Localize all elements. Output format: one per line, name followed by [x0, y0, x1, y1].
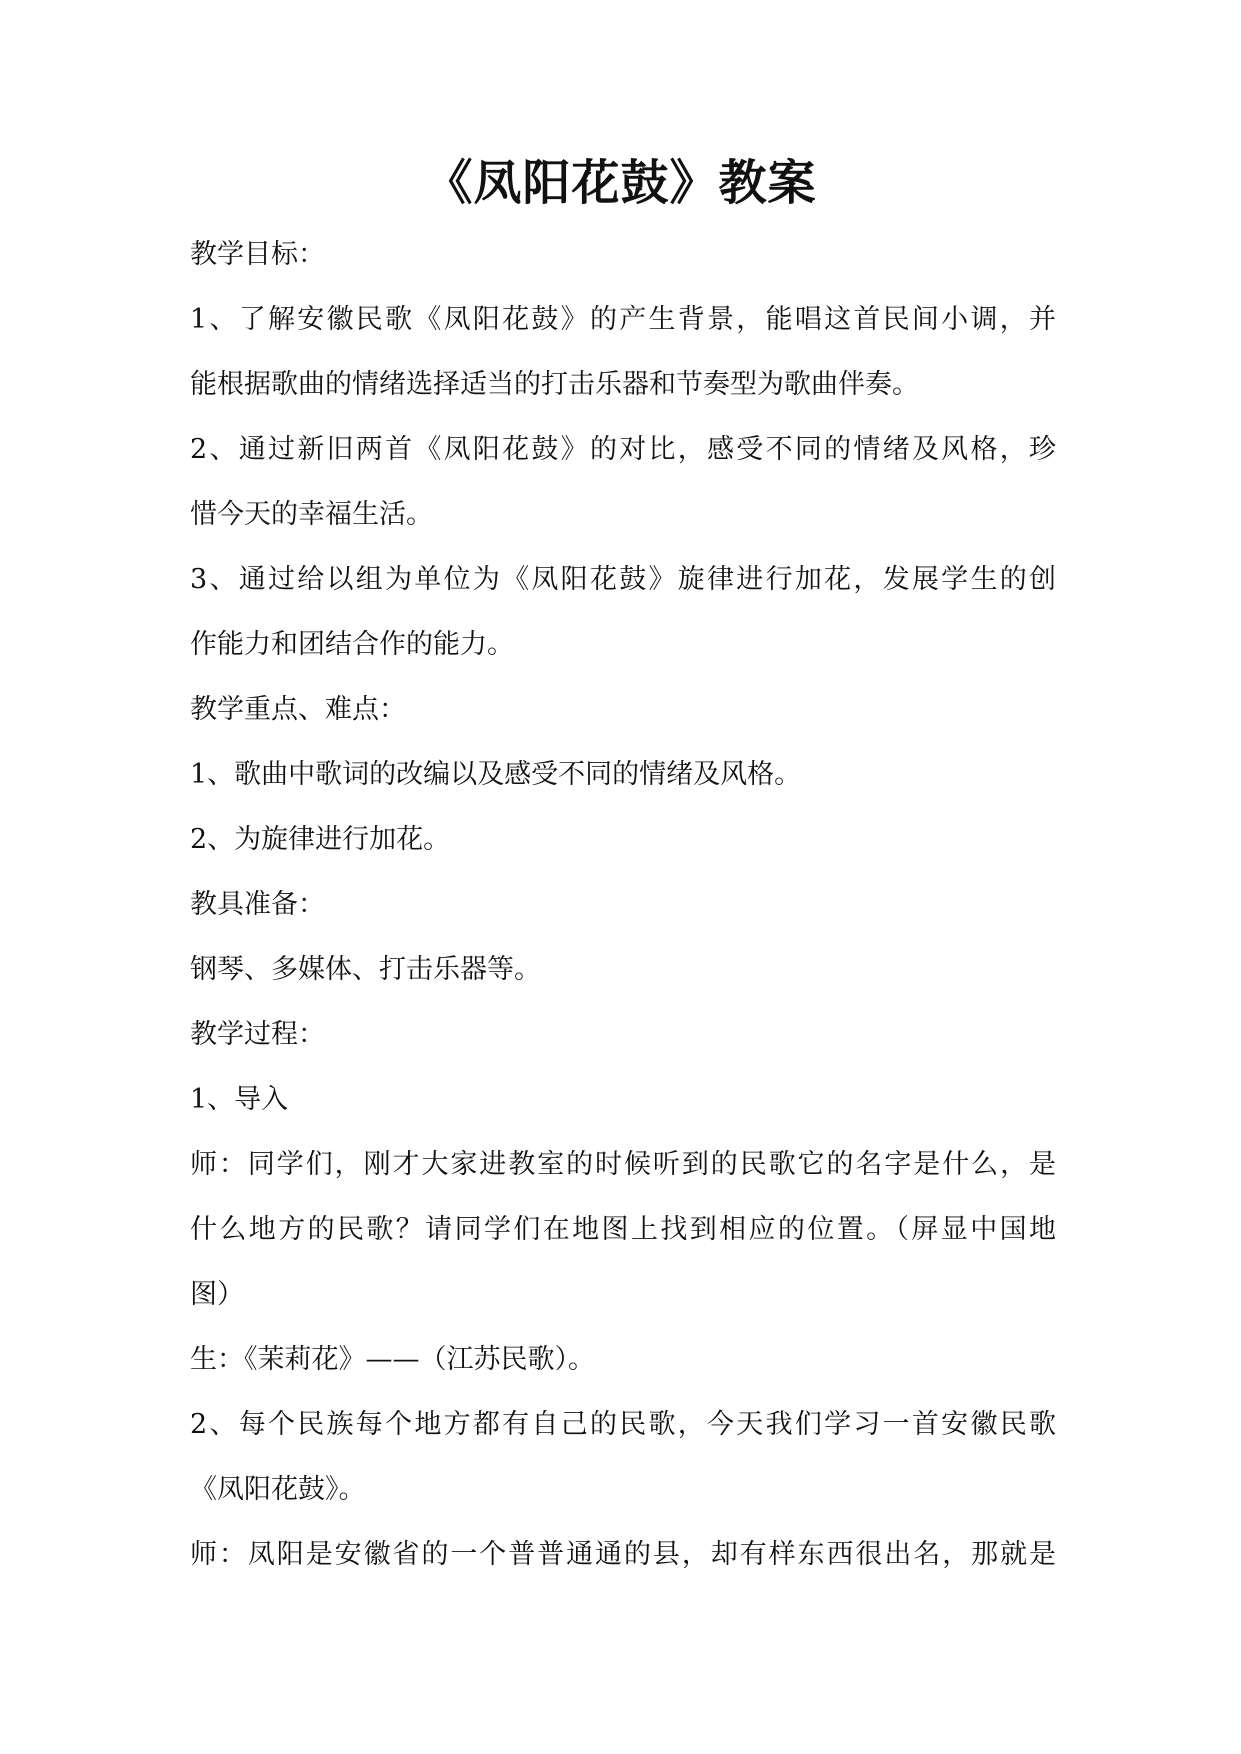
paragraph-line: 1、导入 [190, 1084, 289, 1115]
paragraph-line: 2、通过新旧两首《凤阳花鼓》的对比，感受不同的情绪及风格，珍 [190, 434, 1056, 465]
paragraph-line: 作能力和团结合作的能力。 [190, 629, 514, 660]
paragraph-line: 什么地方的民歌？请同学们在地图上找到相应的位置。（屏显中国地 [190, 1214, 1056, 1245]
paragraph-line: 能根据歌曲的情绪选择适当的打击乐器和节奏型为歌曲伴奏。 [190, 369, 919, 400]
section-heading-objectives: 教学目标： [190, 239, 325, 270]
paragraph-line: 惜今天的幸福生活。 [190, 499, 433, 530]
paragraph-line: 师：凤阳是安徽省的一个普普通通的县，却有样东西很出名，那就是 [190, 1539, 1056, 1570]
paragraph-line: 钢琴、多媒体、打击乐器等。 [190, 954, 541, 985]
paragraph-line: 1、歌曲中歌词的改编以及感受不同的情绪及风格。 [190, 759, 802, 790]
paragraph-line: 生：《茉莉花》——（江苏民歌）。 [190, 1344, 595, 1375]
paragraph-line: 师：同学们，刚才大家进教室的时候听到的民歌它的名字是什么，是 [190, 1149, 1056, 1180]
paragraph-line: 图） [190, 1279, 244, 1310]
document-body [190, 222, 1056, 1587]
paragraph-line: 《凤阳花鼓》。 [190, 1474, 366, 1505]
document-title: 《凤阳花鼓》教案 [424, 155, 817, 211]
section-heading-process: 教学过程： [190, 1019, 325, 1050]
paragraph-line: 1、了解安徽民歌《凤阳花鼓》的产生背景，能唱这首民间小调，并 [190, 304, 1056, 335]
paragraph-line: 3、通过给以组为单位为《凤阳花鼓》旋律进行加花，发展学生的创 [190, 564, 1056, 595]
paragraph-line: 2、为旋律进行加花。 [190, 824, 451, 855]
paragraph-line: 2、每个民族每个地方都有自己的民歌，今天我们学习一首安徽民歌 [190, 1409, 1056, 1440]
section-heading-key-points: 教学重点、难点： [190, 694, 406, 725]
section-heading-teaching-aids: 教具准备： [190, 889, 325, 920]
